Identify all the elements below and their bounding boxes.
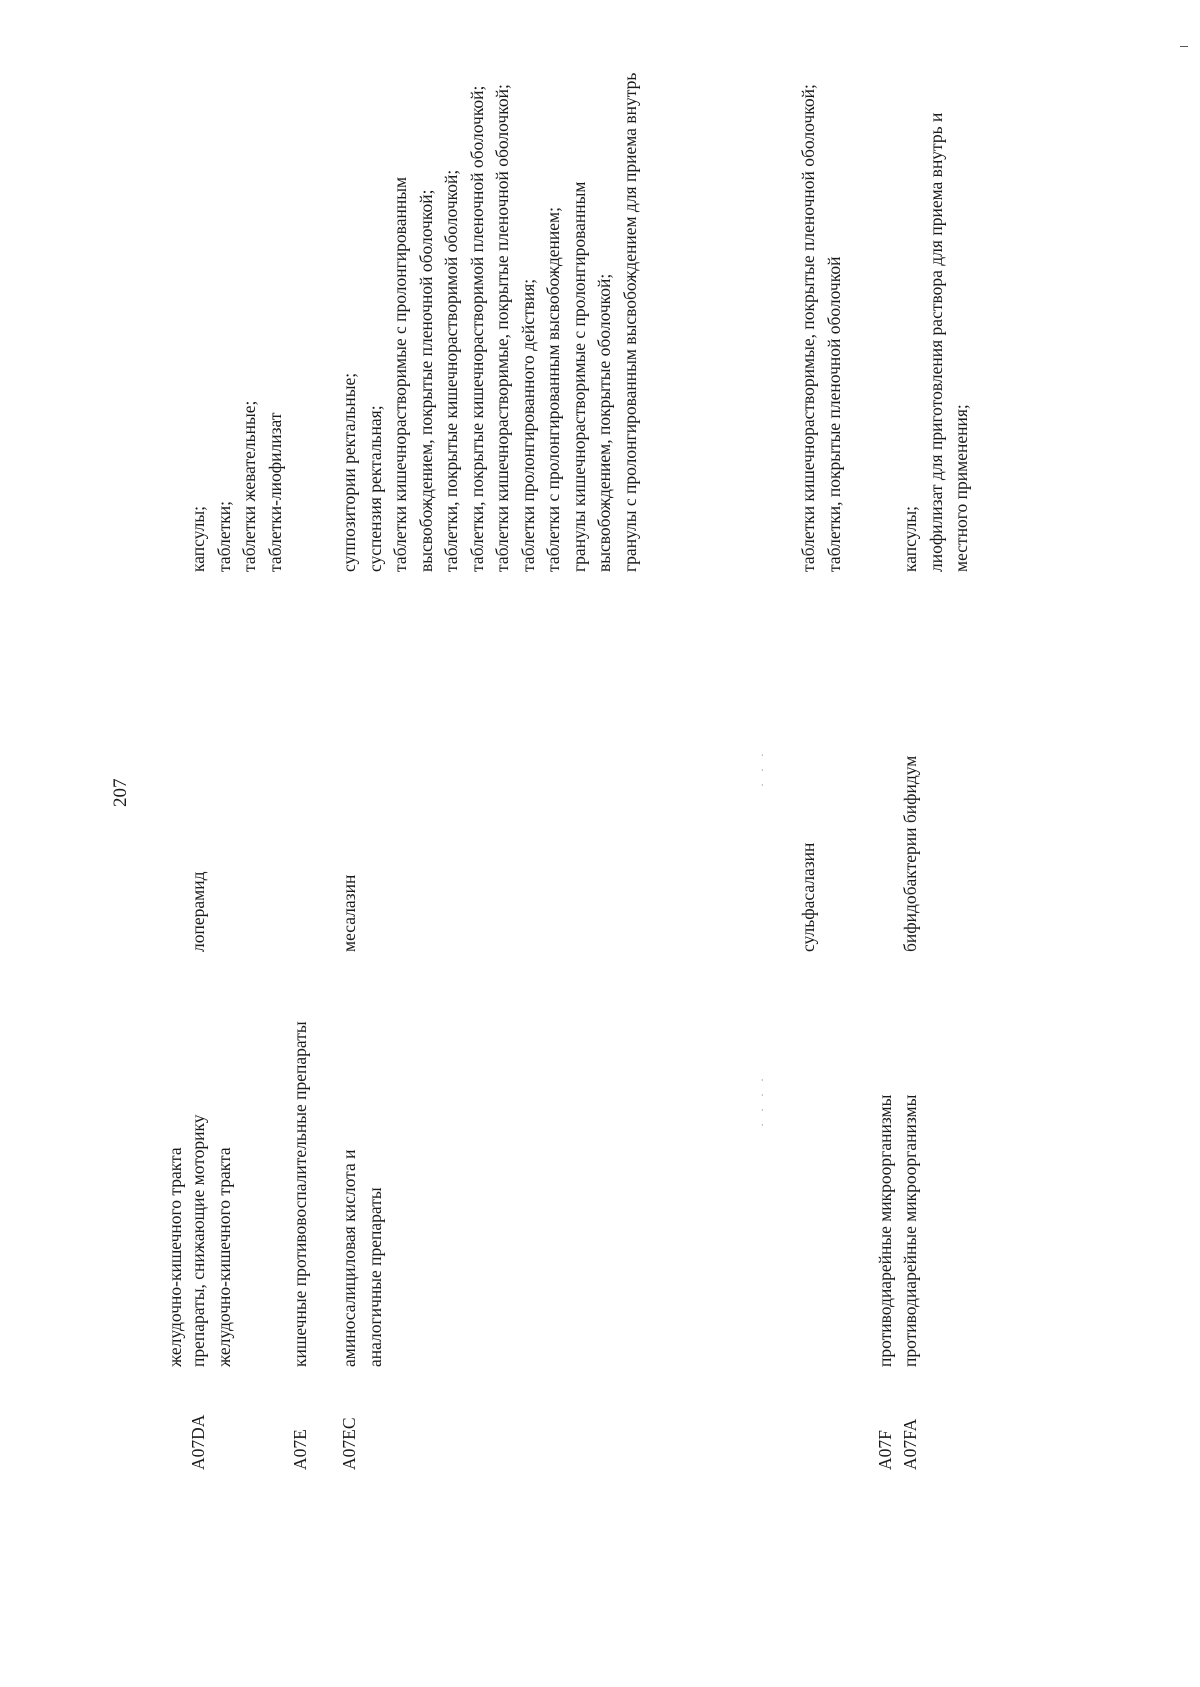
row-description: желудочно-кишечного тракта (165, 1147, 185, 1367)
row-description: кишечные противовоспалительные препараты (290, 1021, 310, 1367)
row-inn: лоперамид (188, 871, 208, 952)
row-description: противодиарейные микроорганизмы (900, 1094, 920, 1367)
row-code: A07F (875, 1430, 895, 1470)
row-forms: суппозитории ректальные; суспензия ректальная; таблетки кишечнорастворимые с пролонгированным высвобождением, покрытые пленочной оболочкой; таблетки, покрытые кишечнорастворимой оболочкой; таблетки, покрытые кишечнорастворимой пленочной оболочкой; таблетки кишечнорастворимые, покрытые пленочной оболочкой; таблетки пролонгированного действия; таблетки с пролонгированным высвобождением; гранулы кишечнорастворимые с пролонгированным высвобождением, покрытые оболочкой; гранулы с пролонгированным высвобождением для приема внутрь (339, 72, 640, 572)
row-code: A07FA (900, 1418, 920, 1470)
row-inn: бифидобактерии бифидум (900, 755, 920, 952)
row-code: A07EC (339, 1417, 359, 1470)
row-code: A07DA (188, 1414, 208, 1470)
page-number: 207 (110, 778, 131, 807)
row-description: аминосалициловая кислота и аналогичные препараты (339, 1149, 385, 1367)
row-code: A07E (290, 1429, 310, 1470)
row-forms: капсулы; таблетки; таблетки жевательные; таблетки-лиофилизат (188, 400, 285, 572)
scan-artifact (1180, 46, 1188, 47)
row-forms: капсулы; лиофилизат для приготовления раствора для приема внутрь и местного применения; (900, 112, 971, 572)
row-description: препараты, снижающие моторику желудочно-кишечного тракта (188, 1114, 234, 1367)
scan-artifact: · · · · (755, 1074, 769, 1127)
row-description: противодиарейные микроорганизмы (875, 1094, 895, 1367)
row-forms: таблетки кишечнорастворимые, покрытые пленочной оболочкой; таблетки, покрытые пленочной оболочкой (798, 84, 844, 572)
row-inn: месалазин (339, 874, 359, 952)
scan-artifact: · · · (755, 749, 769, 787)
row-inn: сульфасалазин (798, 842, 818, 952)
